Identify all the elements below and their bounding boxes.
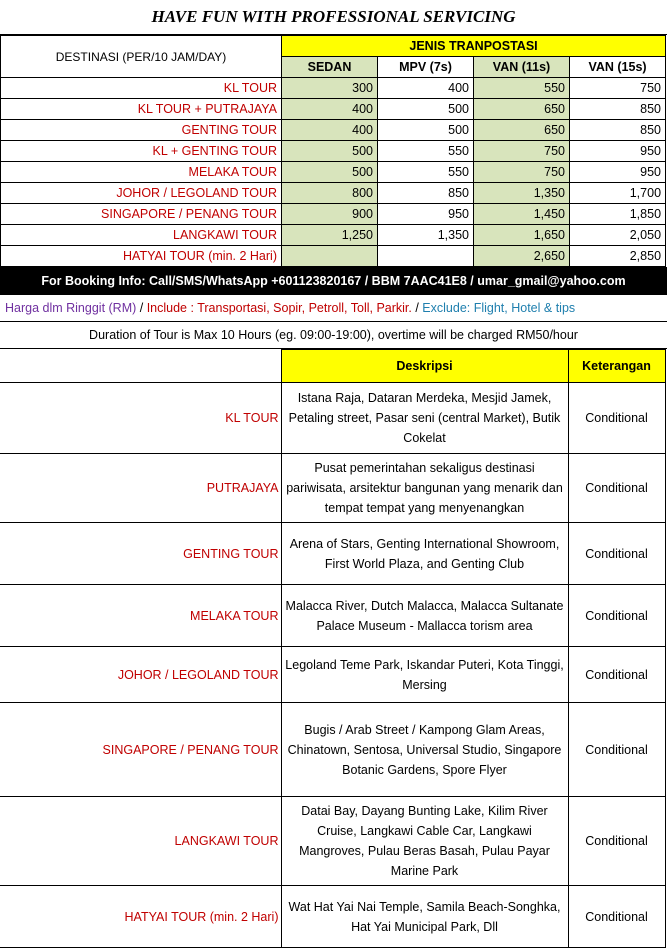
column-header-van15: VAN (15s) (570, 57, 666, 78)
remark-value: Conditional (568, 703, 665, 797)
description-row (0, 523, 665, 585)
price-van11: 750 (474, 141, 570, 162)
price-row (1, 162, 666, 183)
description-header: Deskripsi (281, 350, 568, 383)
destination-description: Istana Raja, Dataran Merdeka, Mesjid Jamek, Petaling street, Pasar seni (central Market), Butik Cokelat (281, 383, 568, 454)
description-row (0, 454, 665, 523)
price-sedan: 500 (282, 141, 378, 162)
description-row (0, 886, 665, 948)
note-separator: / (411, 301, 423, 315)
remark-value: Conditional (568, 886, 665, 948)
destination-description: Pusat pemerintahan sekaligus destinasi pariwisata, arsitektur bangunan yang menarik dan tempat tempat yang menyenangkan (281, 454, 568, 523)
price-table (0, 35, 666, 267)
price-sedan: 300 (282, 78, 378, 99)
price-van11: 1,350 (474, 183, 570, 204)
price-van15: 2,050 (570, 225, 666, 246)
empty-header-cell (0, 350, 281, 383)
destination-name: LANGKAWI TOUR (0, 797, 281, 886)
remark-value: Conditional (568, 797, 665, 886)
price-row (1, 204, 666, 225)
description-row (0, 383, 665, 454)
column-header-sedan: SEDAN (282, 57, 378, 78)
price-sedan (282, 246, 378, 267)
description-row (0, 797, 665, 886)
remarks-header: Keterangan (568, 350, 665, 383)
destination-description: Wat Hat Yai Nai Temple, Samila Beach-Songhka, Hat Yai Municipal Park, Dll (281, 886, 568, 948)
destination-description: Datai Bay, Dayang Bunting Lake, Kilim River Cruise, Langkawi Cable Car, Langkawi Mangroves, Pulau Beras Basah, Pulau Payar Marine Park (281, 797, 568, 886)
destination-name: HATYAI TOUR (min. 2 Hari) (0, 886, 281, 948)
price-van11: 750 (474, 162, 570, 183)
page-title: HAVE FUN WITH PROFESSIONAL SERVICING (0, 0, 667, 35)
price-row (1, 183, 666, 204)
remark-value: Conditional (568, 585, 665, 647)
price-sedan: 400 (282, 99, 378, 120)
destination-name: PUTRAJAYA (0, 454, 281, 523)
price-sedan: 1,250 (282, 225, 378, 246)
remark-value: Conditional (568, 383, 665, 454)
price-van15: 850 (570, 99, 666, 120)
price-van15: 950 (570, 162, 666, 183)
price-notes (0, 295, 667, 322)
price-row (1, 78, 666, 99)
price-table-body (1, 78, 666, 267)
destination-name: KL TOUR (0, 383, 281, 454)
include-note: Include : Transportasi, Sopir, Petroll, Toll, Parkir. (146, 301, 412, 315)
price-van11: 650 (474, 99, 570, 120)
column-header-van11: VAN (11s) (474, 57, 570, 78)
price-van11: 650 (474, 120, 570, 141)
remark-value: Conditional (568, 523, 665, 585)
price-sedan: 900 (282, 204, 378, 225)
price-row (1, 141, 666, 162)
price-mpv: 550 (378, 141, 474, 162)
price-mpv: 850 (378, 183, 474, 204)
note-separator: / (136, 301, 147, 315)
description-row (0, 647, 665, 703)
price-row (1, 246, 666, 267)
destination-name: GENTING TOUR (0, 523, 281, 585)
destination-name: MELAKA TOUR (1, 162, 282, 183)
price-van15: 2,850 (570, 246, 666, 267)
duration-note: Duration of Tour is Max 10 Hours (eg. 09:00-19:00), overtime will be charged RM50/hour (0, 322, 667, 349)
price-sedan: 400 (282, 120, 378, 141)
destination-name: MELAKA TOUR (0, 585, 281, 647)
destination-description: Arena of Stars, Genting International Showroom, First World Plaza, and Genting Club (281, 523, 568, 585)
destination-name: KL + GENTING TOUR (1, 141, 282, 162)
price-mpv (378, 246, 474, 267)
price-mpv: 500 (378, 99, 474, 120)
price-row (1, 225, 666, 246)
remark-value: Conditional (568, 454, 665, 523)
transport-type-header: JENIS TRANPOSTASI (282, 36, 666, 57)
price-van11: 550 (474, 78, 570, 99)
price-van15: 750 (570, 78, 666, 99)
price-van15: 850 (570, 120, 666, 141)
column-header-mpv: MPV (7s) (378, 57, 474, 78)
price-sedan: 500 (282, 162, 378, 183)
price-van15: 1,700 (570, 183, 666, 204)
currency-note: Harga dlm Ringgit (RM) (5, 301, 137, 315)
price-mpv: 500 (378, 120, 474, 141)
description-table (0, 349, 666, 948)
destination-name: KL TOUR (1, 78, 282, 99)
destination-name: SINGAPORE / PENANG TOUR (1, 204, 282, 225)
price-van11: 1,450 (474, 204, 570, 225)
remark-value: Conditional (568, 647, 665, 703)
destination-name: KL TOUR + PUTRAJAYA (1, 99, 282, 120)
destination-name: SINGAPORE / PENANG TOUR (0, 703, 281, 797)
price-row (1, 120, 666, 141)
price-van11: 2,650 (474, 246, 570, 267)
price-row (1, 99, 666, 120)
price-mpv: 1,350 (378, 225, 474, 246)
booking-info-banner: For Booking Info: Call/SMS/WhatsApp +601123820167 / BBM 7AAC41E8 / umar_gmail@yahoo.com (0, 267, 667, 295)
description-table-body (0, 383, 665, 948)
destination-name: JOHOR / LEGOLAND TOUR (0, 647, 281, 703)
description-row (0, 585, 665, 647)
destination-description: Malacca River, Dutch Malacca, Malacca Sultanate Palace Museum - Mallacca torism area (281, 585, 568, 647)
price-van15: 1,850 (570, 204, 666, 225)
price-mpv: 550 (378, 162, 474, 183)
destination-description: Legoland Teme Park, Iskandar Puteri, Kota Tinggi, Mersing (281, 647, 568, 703)
price-mpv: 950 (378, 204, 474, 225)
price-sedan: 800 (282, 183, 378, 204)
destination-description: Bugis / Arab Street / Kampong Glam Areas, Chinatown, Sentosa, Universal Studio, Singapore Botanic Gardens, Spore Flyer (281, 703, 568, 797)
destination-name: HATYAI TOUR (min. 2 Hari) (1, 246, 282, 267)
description-row (0, 703, 665, 797)
price-mpv: 400 (378, 78, 474, 99)
destination-name: JOHOR / LEGOLAND TOUR (1, 183, 282, 204)
price-van15: 950 (570, 141, 666, 162)
destination-name: GENTING TOUR (1, 120, 282, 141)
destination-header: DESTINASI (PER/10 JAM/DAY) (1, 36, 282, 78)
price-van11: 1,650 (474, 225, 570, 246)
exclude-note: Exclude: Flight, Hotel & tips (422, 301, 576, 315)
destination-name: LANGKAWI TOUR (1, 225, 282, 246)
